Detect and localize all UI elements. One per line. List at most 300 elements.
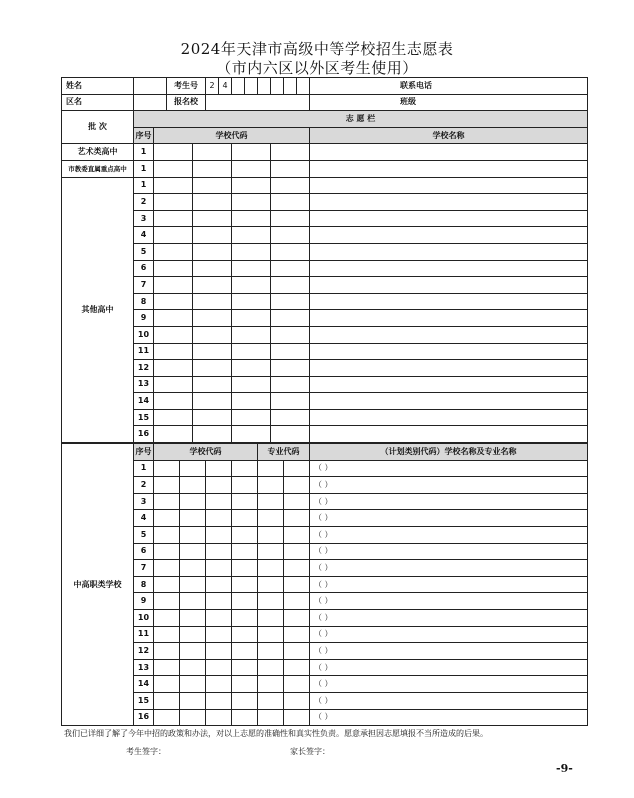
code-cell[interactable] — [193, 227, 232, 244]
seq-number: 1 — [134, 460, 154, 477]
vocational-row — [62, 543, 588, 560]
seq-number: 12 — [134, 360, 154, 377]
code-cell[interactable] — [271, 409, 310, 426]
code-cell[interactable] — [154, 243, 193, 260]
code-cell[interactable] — [154, 409, 193, 426]
seq-number: 6 — [134, 543, 154, 560]
code-cell[interactable] — [271, 310, 310, 327]
seq-number: 2 — [134, 194, 154, 211]
code-cell[interactable] — [232, 643, 258, 660]
vocational-row — [62, 643, 588, 660]
district-label: 区名 — [62, 94, 134, 111]
vocational-row — [62, 560, 588, 577]
code-cell[interactable] — [206, 576, 232, 593]
code-cell[interactable] — [206, 709, 232, 726]
code-cell[interactable] — [154, 626, 180, 643]
school-field[interactable] — [206, 94, 310, 111]
school-name-cell[interactable] — [310, 376, 588, 393]
exam-no-digit[interactable] — [258, 78, 271, 95]
code-cell[interactable] — [154, 144, 193, 161]
code-cell[interactable] — [154, 692, 180, 709]
code-cell[interactable] — [284, 709, 310, 726]
code-cell[interactable] — [284, 560, 310, 577]
seq-number: 1 — [134, 144, 154, 161]
seq-number: 7 — [134, 560, 154, 577]
seq-number: 1 — [134, 160, 154, 177]
vocational-name-cell[interactable]: （ ） — [310, 576, 588, 593]
code-cell[interactable] — [154, 560, 180, 577]
code-cell[interactable] — [284, 576, 310, 593]
vocational-row — [62, 593, 588, 610]
code-cell[interactable] — [232, 560, 258, 577]
code-cell[interactable] — [193, 160, 232, 177]
school-name-cell[interactable] — [310, 277, 588, 294]
vocational-name-header: （计划类别代码）学校名称及专业名称 — [310, 443, 588, 460]
code-cell[interactable] — [154, 194, 193, 211]
code-cell[interactable] — [284, 643, 310, 660]
code-cell[interactable] — [154, 293, 193, 310]
code-cell[interactable] — [258, 560, 284, 577]
code-cell[interactable] — [154, 477, 180, 494]
seq-header: 序号 — [134, 443, 154, 460]
other-school-row — [62, 376, 588, 393]
header-row-name — [62, 78, 588, 95]
seq-number: 13 — [134, 659, 154, 676]
code-cell[interactable] — [193, 310, 232, 327]
exam-no-digit[interactable] — [271, 78, 284, 95]
seq-number: 15 — [134, 409, 154, 426]
code-cell[interactable] — [232, 593, 258, 610]
header-row-district — [62, 94, 588, 111]
code-cell[interactable] — [193, 194, 232, 211]
code-cell[interactable] — [180, 709, 206, 726]
code-cell[interactable] — [284, 676, 310, 693]
code-cell[interactable] — [232, 543, 258, 560]
code-cell[interactable] — [193, 343, 232, 360]
code-cell[interactable] — [232, 393, 271, 410]
code-cell[interactable] — [154, 659, 180, 676]
other-school-row — [62, 326, 588, 343]
vocational-row — [62, 626, 588, 643]
code-cell[interactable] — [258, 692, 284, 709]
code-cell[interactable] — [232, 144, 271, 161]
school-name-cell[interactable] — [310, 210, 588, 227]
vocational-name-cell[interactable]: （ ） — [310, 593, 588, 610]
student-signature-label: 考生签字： — [126, 747, 166, 756]
school-name-cell[interactable] — [310, 227, 588, 244]
code-cell[interactable] — [271, 177, 310, 194]
name-field[interactable] — [134, 78, 167, 95]
batch-header-row — [62, 111, 588, 128]
seq-number: 3 — [134, 493, 154, 510]
school-name-cell[interactable] — [310, 409, 588, 426]
code-cell[interactable] — [284, 692, 310, 709]
code-cell[interactable] — [232, 243, 271, 260]
exam-no-digit[interactable] — [297, 78, 310, 95]
seq-number: 1 — [134, 177, 154, 194]
code-cell[interactable] — [232, 409, 271, 426]
vocational-row — [62, 610, 588, 627]
code-cell[interactable] — [180, 560, 206, 577]
code-cell[interactable] — [284, 460, 310, 477]
exam-no-digit[interactable] — [284, 78, 297, 95]
code-cell[interactable] — [180, 626, 206, 643]
code-cell[interactable] — [193, 426, 232, 443]
code-cell[interactable] — [154, 510, 180, 527]
code-cell[interactable] — [206, 460, 232, 477]
code-cell[interactable] — [271, 260, 310, 277]
school-name-cell[interactable] — [310, 243, 588, 260]
vocational-name-cell[interactable]: （ ） — [310, 610, 588, 627]
code-cell[interactable] — [271, 393, 310, 410]
code-cell[interactable] — [258, 709, 284, 726]
code-cell[interactable] — [154, 709, 180, 726]
code-cell[interactable] — [258, 543, 284, 560]
batch-label: 批 次 — [62, 111, 134, 144]
code-cell[interactable] — [271, 144, 310, 161]
code-cell[interactable] — [271, 160, 310, 177]
code-cell[interactable] — [180, 510, 206, 527]
code-cell[interactable] — [206, 676, 232, 693]
school-name-header: 学校名称 — [310, 127, 588, 144]
code-cell[interactable] — [180, 543, 206, 560]
other-category-label: 其他高中 — [62, 177, 134, 443]
seq-number: 11 — [134, 626, 154, 643]
seq-number: 5 — [134, 527, 154, 544]
code-cell[interactable] — [271, 343, 310, 360]
school-name-cell[interactable] — [310, 260, 588, 277]
code-cell[interactable] — [154, 260, 193, 277]
code-cell[interactable] — [232, 376, 271, 393]
code-cell[interactable] — [258, 659, 284, 676]
code-cell[interactable] — [206, 510, 232, 527]
school-name-cell[interactable] — [310, 326, 588, 343]
code-cell[interactable] — [154, 543, 180, 560]
code-cell[interactable] — [193, 243, 232, 260]
school-name-cell[interactable] — [310, 160, 588, 177]
code-cell[interactable] — [232, 326, 271, 343]
vocational-row — [62, 692, 588, 709]
code-cell[interactable] — [284, 593, 310, 610]
seq-number: 4 — [134, 510, 154, 527]
code-cell[interactable] — [258, 527, 284, 544]
code-cell[interactable] — [154, 593, 180, 610]
code-cell[interactable] — [180, 477, 206, 494]
code-cell[interactable] — [206, 477, 232, 494]
vocational-row — [62, 576, 588, 593]
district-field[interactable] — [134, 94, 167, 111]
school-name-cell[interactable] — [310, 293, 588, 310]
code-cell[interactable] — [193, 277, 232, 294]
code-cell[interactable] — [271, 360, 310, 377]
code-cell[interactable] — [180, 493, 206, 510]
code-cell[interactable] — [258, 593, 284, 610]
code-cell[interactable] — [232, 177, 271, 194]
code-cell[interactable] — [193, 409, 232, 426]
code-cell[interactable] — [154, 527, 180, 544]
code-cell[interactable] — [232, 160, 271, 177]
other-school-row — [62, 310, 588, 327]
code-cell[interactable] — [271, 194, 310, 211]
seq-number: 15 — [134, 692, 154, 709]
vocational-name-cell[interactable]: （ ） — [310, 510, 588, 527]
code-cell[interactable] — [232, 709, 258, 726]
code-cell[interactable] — [180, 659, 206, 676]
vocational-name-cell[interactable]: （ ） — [310, 659, 588, 676]
seq-number: 11 — [134, 343, 154, 360]
other-school-row — [62, 243, 588, 260]
code-cell[interactable] — [258, 510, 284, 527]
name-label: 姓名 — [62, 78, 134, 95]
code-cell[interactable] — [154, 393, 193, 410]
code-cell[interactable] — [232, 576, 258, 593]
vocational-name-cell[interactable]: （ ） — [310, 676, 588, 693]
code-cell[interactable] — [206, 610, 232, 627]
code-cell[interactable] — [232, 460, 258, 477]
code-cell[interactable] — [193, 326, 232, 343]
code-cell[interactable] — [258, 576, 284, 593]
code-cell[interactable] — [180, 610, 206, 627]
vocational-name-cell[interactable]: （ ） — [310, 560, 588, 577]
code-cell[interactable] — [154, 426, 193, 443]
code-cell[interactable] — [154, 277, 193, 294]
school-code-header: 学校代码 — [154, 443, 258, 460]
vocational-name-cell[interactable]: （ ） — [310, 692, 588, 709]
school-code-header: 学校代码 — [154, 127, 310, 144]
exam-no-digit[interactable]: 4 — [219, 78, 232, 95]
seq-number: 9 — [134, 310, 154, 327]
code-cell[interactable] — [258, 626, 284, 643]
code-cell[interactable] — [193, 293, 232, 310]
code-cell[interactable] — [232, 194, 271, 211]
art-row — [62, 144, 588, 161]
exam-no-digit[interactable] — [245, 78, 258, 95]
other-school-row — [62, 260, 588, 277]
code-cell[interactable] — [193, 393, 232, 410]
vocational-name-cell[interactable]: （ ） — [310, 460, 588, 477]
code-cell[interactable] — [232, 659, 258, 676]
exam-no-digit[interactable]: 2 — [206, 78, 219, 95]
code-cell[interactable] — [258, 477, 284, 494]
other-school-row — [62, 177, 588, 194]
vocational-name-cell[interactable]: （ ） — [310, 543, 588, 560]
school-name-cell[interactable] — [310, 310, 588, 327]
code-cell[interactable] — [206, 543, 232, 560]
code-cell[interactable] — [180, 676, 206, 693]
code-cell[interactable] — [271, 210, 310, 227]
school-name-cell[interactable] — [310, 360, 588, 377]
code-cell[interactable] — [258, 676, 284, 693]
form-subtitle: （市内六区以外区考生使用） — [216, 59, 418, 77]
seq-number: 16 — [134, 426, 154, 443]
code-cell[interactable] — [206, 493, 232, 510]
code-cell[interactable] — [206, 643, 232, 660]
exam-no-digit[interactable] — [232, 78, 245, 95]
seq-number: 2 — [134, 477, 154, 494]
code-cell[interactable] — [232, 477, 258, 494]
school-name-cell[interactable] — [310, 144, 588, 161]
code-cell[interactable] — [154, 160, 193, 177]
code-cell[interactable] — [284, 610, 310, 627]
school-name-cell[interactable] — [310, 426, 588, 443]
other-school-row — [62, 426, 588, 443]
vocational-name-cell[interactable]: （ ） — [310, 527, 588, 544]
code-cell[interactable] — [154, 343, 193, 360]
other-school-row — [62, 393, 588, 410]
code-cell[interactable] — [232, 260, 271, 277]
vocational-name-cell[interactable]: （ ） — [310, 626, 588, 643]
other-school-row — [62, 277, 588, 294]
code-cell[interactable] — [284, 626, 310, 643]
other-school-row — [62, 293, 588, 310]
seq-number: 16 — [134, 709, 154, 726]
other-school-row — [62, 360, 588, 377]
school-label: 报名校 — [167, 94, 206, 111]
seq-number: 4 — [134, 227, 154, 244]
code-cell[interactable] — [180, 576, 206, 593]
code-cell[interactable] — [154, 493, 180, 510]
code-cell[interactable] — [284, 493, 310, 510]
code-cell[interactable] — [154, 210, 193, 227]
code-cell[interactable] — [258, 643, 284, 660]
code-cell[interactable] — [180, 527, 206, 544]
vocational-row — [62, 709, 588, 726]
code-cell[interactable] — [232, 676, 258, 693]
code-cell[interactable] — [154, 360, 193, 377]
phone-label: 联系电话 — [310, 78, 588, 95]
code-cell[interactable] — [271, 376, 310, 393]
code-cell[interactable] — [154, 610, 180, 627]
code-cell[interactable] — [154, 310, 193, 327]
code-cell[interactable] — [258, 493, 284, 510]
code-cell[interactable] — [154, 576, 180, 593]
code-cell[interactable] — [232, 343, 271, 360]
other-school-row — [62, 210, 588, 227]
vocational-row — [62, 460, 588, 477]
class-label: 班级 — [310, 94, 588, 111]
parent-signature-label: 家长签字： — [290, 747, 330, 756]
seq-number: 10 — [134, 326, 154, 343]
code-cell[interactable] — [284, 510, 310, 527]
code-cell[interactable] — [154, 227, 193, 244]
code-cell[interactable] — [232, 277, 271, 294]
code-cell[interactable] — [232, 227, 271, 244]
exam-no-label: 考生号 — [167, 78, 206, 95]
municipal-row — [62, 160, 588, 177]
code-cell[interactable] — [154, 177, 193, 194]
code-cell[interactable] — [180, 460, 206, 477]
other-school-row — [62, 343, 588, 360]
vocational-row — [62, 510, 588, 527]
form-title: 2024年天津市高级中等学校招生志愿表 — [180, 40, 454, 58]
code-cell[interactable] — [180, 593, 206, 610]
code-cell[interactable] — [271, 243, 310, 260]
school-name-cell[interactable] — [310, 177, 588, 194]
vocational-row — [62, 477, 588, 494]
code-cell[interactable] — [284, 477, 310, 494]
seq-number: 5 — [134, 243, 154, 260]
code-cell[interactable] — [206, 626, 232, 643]
code-cell[interactable] — [284, 527, 310, 544]
other-school-row — [62, 194, 588, 211]
vocational-name-cell[interactable]: （ ） — [310, 709, 588, 726]
seq-number: 13 — [134, 376, 154, 393]
school-name-cell[interactable] — [310, 343, 588, 360]
code-cell[interactable] — [232, 626, 258, 643]
seq-number: 8 — [134, 576, 154, 593]
code-cell[interactable] — [271, 293, 310, 310]
code-cell[interactable] — [206, 692, 232, 709]
seq-number: 8 — [134, 293, 154, 310]
code-cell[interactable] — [284, 543, 310, 560]
vocational-name-cell[interactable]: （ ） — [310, 643, 588, 660]
code-cell[interactable] — [154, 460, 180, 477]
code-cell[interactable] — [193, 144, 232, 161]
vocational-category-label: 中高职类学校 — [62, 443, 134, 726]
vocational-row — [62, 676, 588, 693]
vocational-row — [62, 527, 588, 544]
code-cell[interactable] — [193, 210, 232, 227]
code-cell[interactable] — [232, 426, 271, 443]
code-cell[interactable] — [154, 376, 193, 393]
code-cell[interactable] — [180, 692, 206, 709]
code-cell[interactable] — [154, 643, 180, 660]
code-cell[interactable] — [206, 527, 232, 544]
code-cell[interactable] — [206, 560, 232, 577]
code-cell[interactable] — [271, 227, 310, 244]
municipal-category-label: 市教委直属重点高中 — [62, 160, 134, 177]
code-cell[interactable] — [258, 610, 284, 627]
school-name-cell[interactable] — [310, 393, 588, 410]
vocational-header-row — [62, 443, 588, 460]
code-cell[interactable] — [271, 326, 310, 343]
code-cell[interactable] — [232, 210, 271, 227]
school-name-cell[interactable] — [310, 194, 588, 211]
code-cell[interactable] — [284, 659, 310, 676]
code-cell[interactable] — [271, 426, 310, 443]
page-number: -9- — [556, 762, 573, 775]
code-cell[interactable] — [232, 360, 271, 377]
vocational-row — [62, 493, 588, 510]
code-cell[interactable] — [232, 692, 258, 709]
code-cell[interactable] — [206, 593, 232, 610]
other-school-row — [62, 409, 588, 426]
code-cell[interactable] — [232, 493, 258, 510]
code-cell[interactable] — [154, 676, 180, 693]
code-cell[interactable] — [193, 260, 232, 277]
code-cell[interactable] — [180, 643, 206, 660]
code-cell[interactable] — [232, 293, 271, 310]
seq-number: 12 — [134, 643, 154, 660]
seq-number: 6 — [134, 260, 154, 277]
code-cell[interactable] — [193, 376, 232, 393]
code-cell[interactable] — [232, 610, 258, 627]
other-school-row — [62, 227, 588, 244]
code-cell[interactable] — [232, 510, 258, 527]
seq-number: 14 — [134, 676, 154, 693]
code-cell[interactable] — [271, 277, 310, 294]
code-cell[interactable] — [154, 326, 193, 343]
code-cell[interactable] — [193, 360, 232, 377]
code-cell[interactable] — [258, 460, 284, 477]
code-cell[interactable] — [232, 310, 271, 327]
vocational-name-cell[interactable]: （ ） — [310, 493, 588, 510]
code-cell[interactable] — [193, 177, 232, 194]
vocational-name-cell[interactable]: （ ） — [310, 477, 588, 494]
code-cell[interactable] — [232, 527, 258, 544]
major-code-header: 专业代码 — [258, 443, 310, 460]
code-cell[interactable] — [206, 659, 232, 676]
